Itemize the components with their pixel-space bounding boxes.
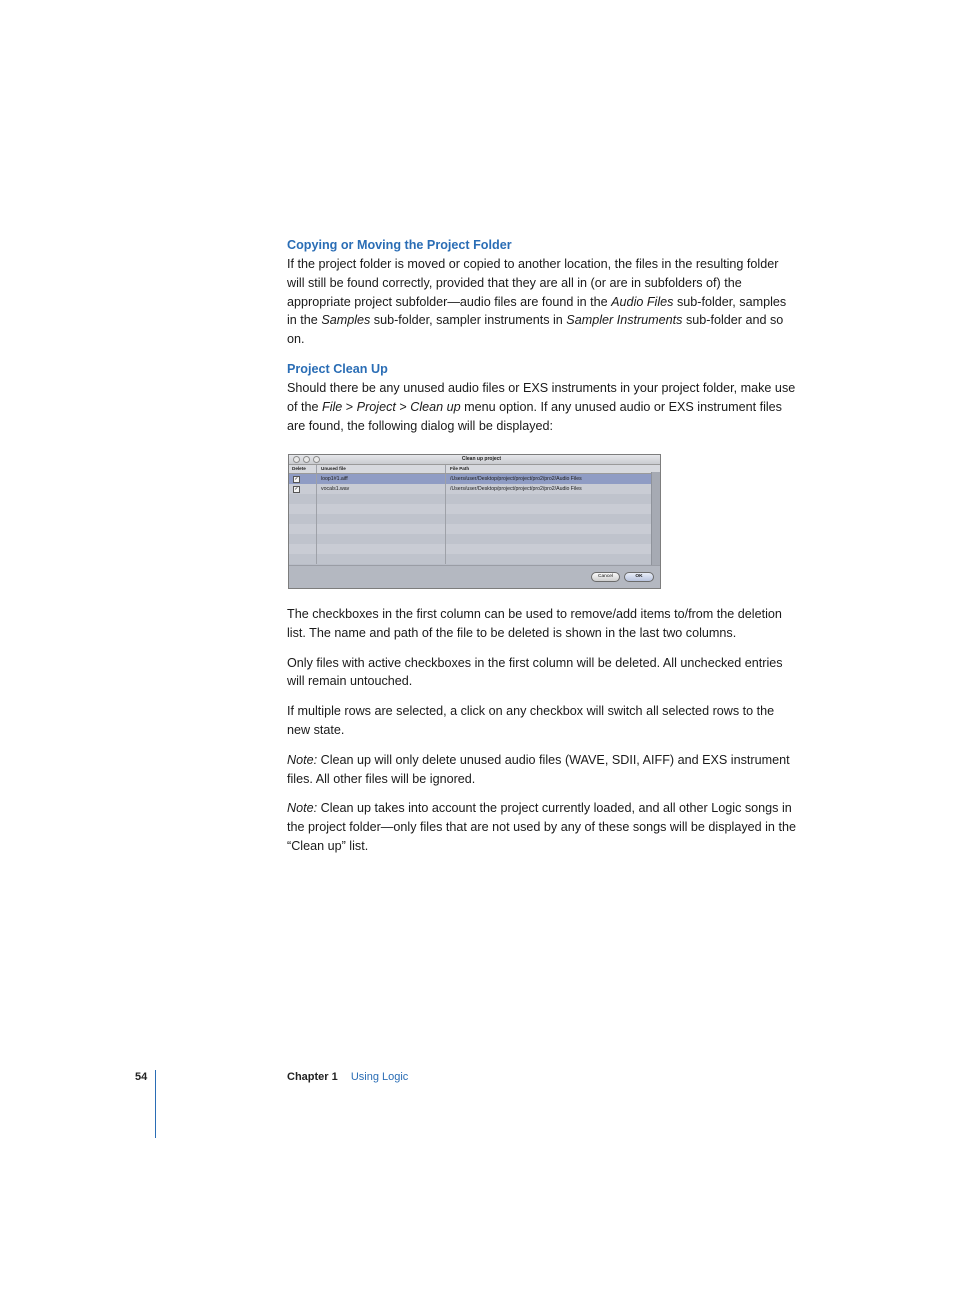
file-path-cell: /Users/user/Desktop/project/project/pro2/pro2/Audio Files bbox=[450, 476, 582, 482]
empty-cell bbox=[446, 524, 652, 534]
body-paragraph bbox=[287, 799, 797, 855]
explanation-paragraphs bbox=[287, 605, 797, 867]
text-run: The checkboxes in the first column can be used to remove/add items to/from the deletion list. The name and path of the file to be deleted is shown in the last two columns. bbox=[287, 607, 782, 640]
ok-button[interactable]: OK bbox=[624, 572, 654, 582]
empty-cell bbox=[446, 534, 652, 544]
italic-run: Sampler Instruments bbox=[566, 313, 683, 328]
chapter-label: Chapter 1 bbox=[287, 1071, 338, 1083]
empty-cell bbox=[289, 514, 317, 524]
italic-run: Audio Files bbox=[611, 294, 674, 309]
italic-run: Note: bbox=[287, 801, 318, 816]
footer-chapter bbox=[287, 1071, 408, 1083]
empty-cell bbox=[289, 554, 317, 564]
clean-up-dialog bbox=[288, 454, 661, 589]
text-run: Clean up will only delete unused audio files (WAVE, SDII, AIFF) and EXS instrument files. All other files will be ignored. bbox=[287, 752, 790, 786]
italic-run: Note: bbox=[287, 752, 318, 767]
section-cleanup bbox=[287, 360, 797, 435]
empty-cell bbox=[446, 494, 652, 504]
empty-table-row bbox=[289, 554, 652, 564]
empty-cell bbox=[317, 534, 446, 544]
empty-table-row bbox=[289, 504, 652, 514]
cancel-button[interactable]: Cancel bbox=[591, 572, 620, 582]
text-run: If multiple rows are selected, a click on any checkbox will switch all selected rows to the new state. bbox=[287, 704, 775, 737]
body-paragraph bbox=[287, 605, 797, 643]
body-paragraph bbox=[287, 751, 797, 789]
delete-checkbox[interactable]: ✓ bbox=[294, 486, 299, 492]
dialog-title: Clean up project bbox=[461, 456, 502, 462]
empty-table-row bbox=[289, 524, 652, 534]
unused-file-cell: loop1#1.aiff bbox=[317, 474, 446, 484]
main-content bbox=[287, 236, 797, 435]
empty-cell bbox=[317, 514, 446, 524]
file-table bbox=[289, 474, 652, 570]
table-row[interactable] bbox=[289, 474, 652, 484]
body-paragraph bbox=[287, 654, 797, 692]
empty-cell bbox=[446, 554, 652, 564]
empty-cell bbox=[289, 544, 317, 554]
italic-run: File bbox=[322, 399, 343, 414]
empty-cell bbox=[289, 494, 317, 504]
text-run: > bbox=[342, 399, 357, 414]
page-number: 54 bbox=[135, 1071, 148, 1083]
empty-cell bbox=[289, 524, 317, 534]
empty-cell bbox=[446, 544, 652, 554]
empty-cell bbox=[289, 504, 317, 514]
text-run: Clean up takes into account the project currently loaded, and all other Logic songs in the project folder—only files that are not used by any of these songs will be displayed in the “Clean up” list. bbox=[287, 801, 796, 853]
empty-cell bbox=[317, 504, 446, 514]
empty-table-row bbox=[289, 514, 652, 524]
italic-run: Samples bbox=[321, 313, 371, 328]
text-run: Only files with active checkboxes in the first column will be deleted. All unchecked entries will remain untouched. bbox=[287, 655, 783, 689]
section-heading: Copying or Moving the Project Folder bbox=[287, 238, 512, 252]
text-run: If the project folder is moved or copied to another location, the files in the resulting folder will still be found correctly, provided that they are all in (or are in subfolders of) the appropriate project subfolder—audio files are found in the bbox=[287, 257, 779, 309]
delete-cell bbox=[289, 484, 317, 494]
empty-table-row bbox=[289, 494, 652, 504]
column-header-delete[interactable]: Delete bbox=[289, 465, 317, 473]
text-run: sub-folder, sampler instruments in bbox=[370, 313, 567, 328]
body-paragraph bbox=[287, 702, 797, 740]
section-heading: Project Clean Up bbox=[287, 361, 388, 376]
text-run: sub-folder, samples in the bbox=[287, 294, 787, 328]
text-run: menu option. If any unused audio or EXS instrument files are found, the following dialog will be displayed: bbox=[287, 399, 782, 433]
section-body bbox=[287, 255, 797, 349]
table-row[interactable] bbox=[289, 484, 652, 494]
section-copying bbox=[287, 236, 797, 349]
empty-cell bbox=[317, 494, 446, 504]
table-header bbox=[289, 465, 660, 474]
table-scrollbar[interactable] bbox=[651, 472, 660, 568]
dialog-titlebar bbox=[289, 455, 660, 465]
italic-run: Project bbox=[356, 399, 396, 414]
empty-table-row bbox=[289, 534, 652, 544]
empty-cell bbox=[289, 534, 317, 544]
empty-cell bbox=[446, 504, 652, 514]
delete-checkbox[interactable]: ✓ bbox=[294, 476, 299, 482]
column-header-file-path[interactable]: File Path bbox=[450, 466, 470, 471]
text-run: Should there be any unused audio files or EXS instruments in your project folder, make use of the bbox=[287, 380, 796, 414]
chapter-title-link[interactable]: Using Logic bbox=[350, 1071, 409, 1083]
empty-cell bbox=[317, 544, 446, 554]
empty-cell bbox=[317, 554, 446, 564]
file-path-cell: /Users/user/Desktop/project/project/pro2/pro2/Audio Files bbox=[450, 486, 582, 492]
dialog-footer bbox=[289, 565, 660, 588]
italic-run: Clean up bbox=[410, 399, 461, 414]
empty-cell bbox=[446, 514, 652, 524]
delete-cell bbox=[289, 474, 317, 484]
empty-table-row bbox=[289, 544, 652, 554]
column-header-unused-file[interactable]: Unused file bbox=[317, 465, 446, 473]
text-run: sub-folder and so on. bbox=[287, 313, 784, 347]
footer-rule bbox=[155, 1070, 156, 1138]
empty-cell bbox=[317, 524, 446, 534]
text-run: > bbox=[395, 399, 411, 414]
section-body bbox=[287, 379, 797, 435]
unused-file-cell: vocals1.wav bbox=[317, 484, 446, 494]
